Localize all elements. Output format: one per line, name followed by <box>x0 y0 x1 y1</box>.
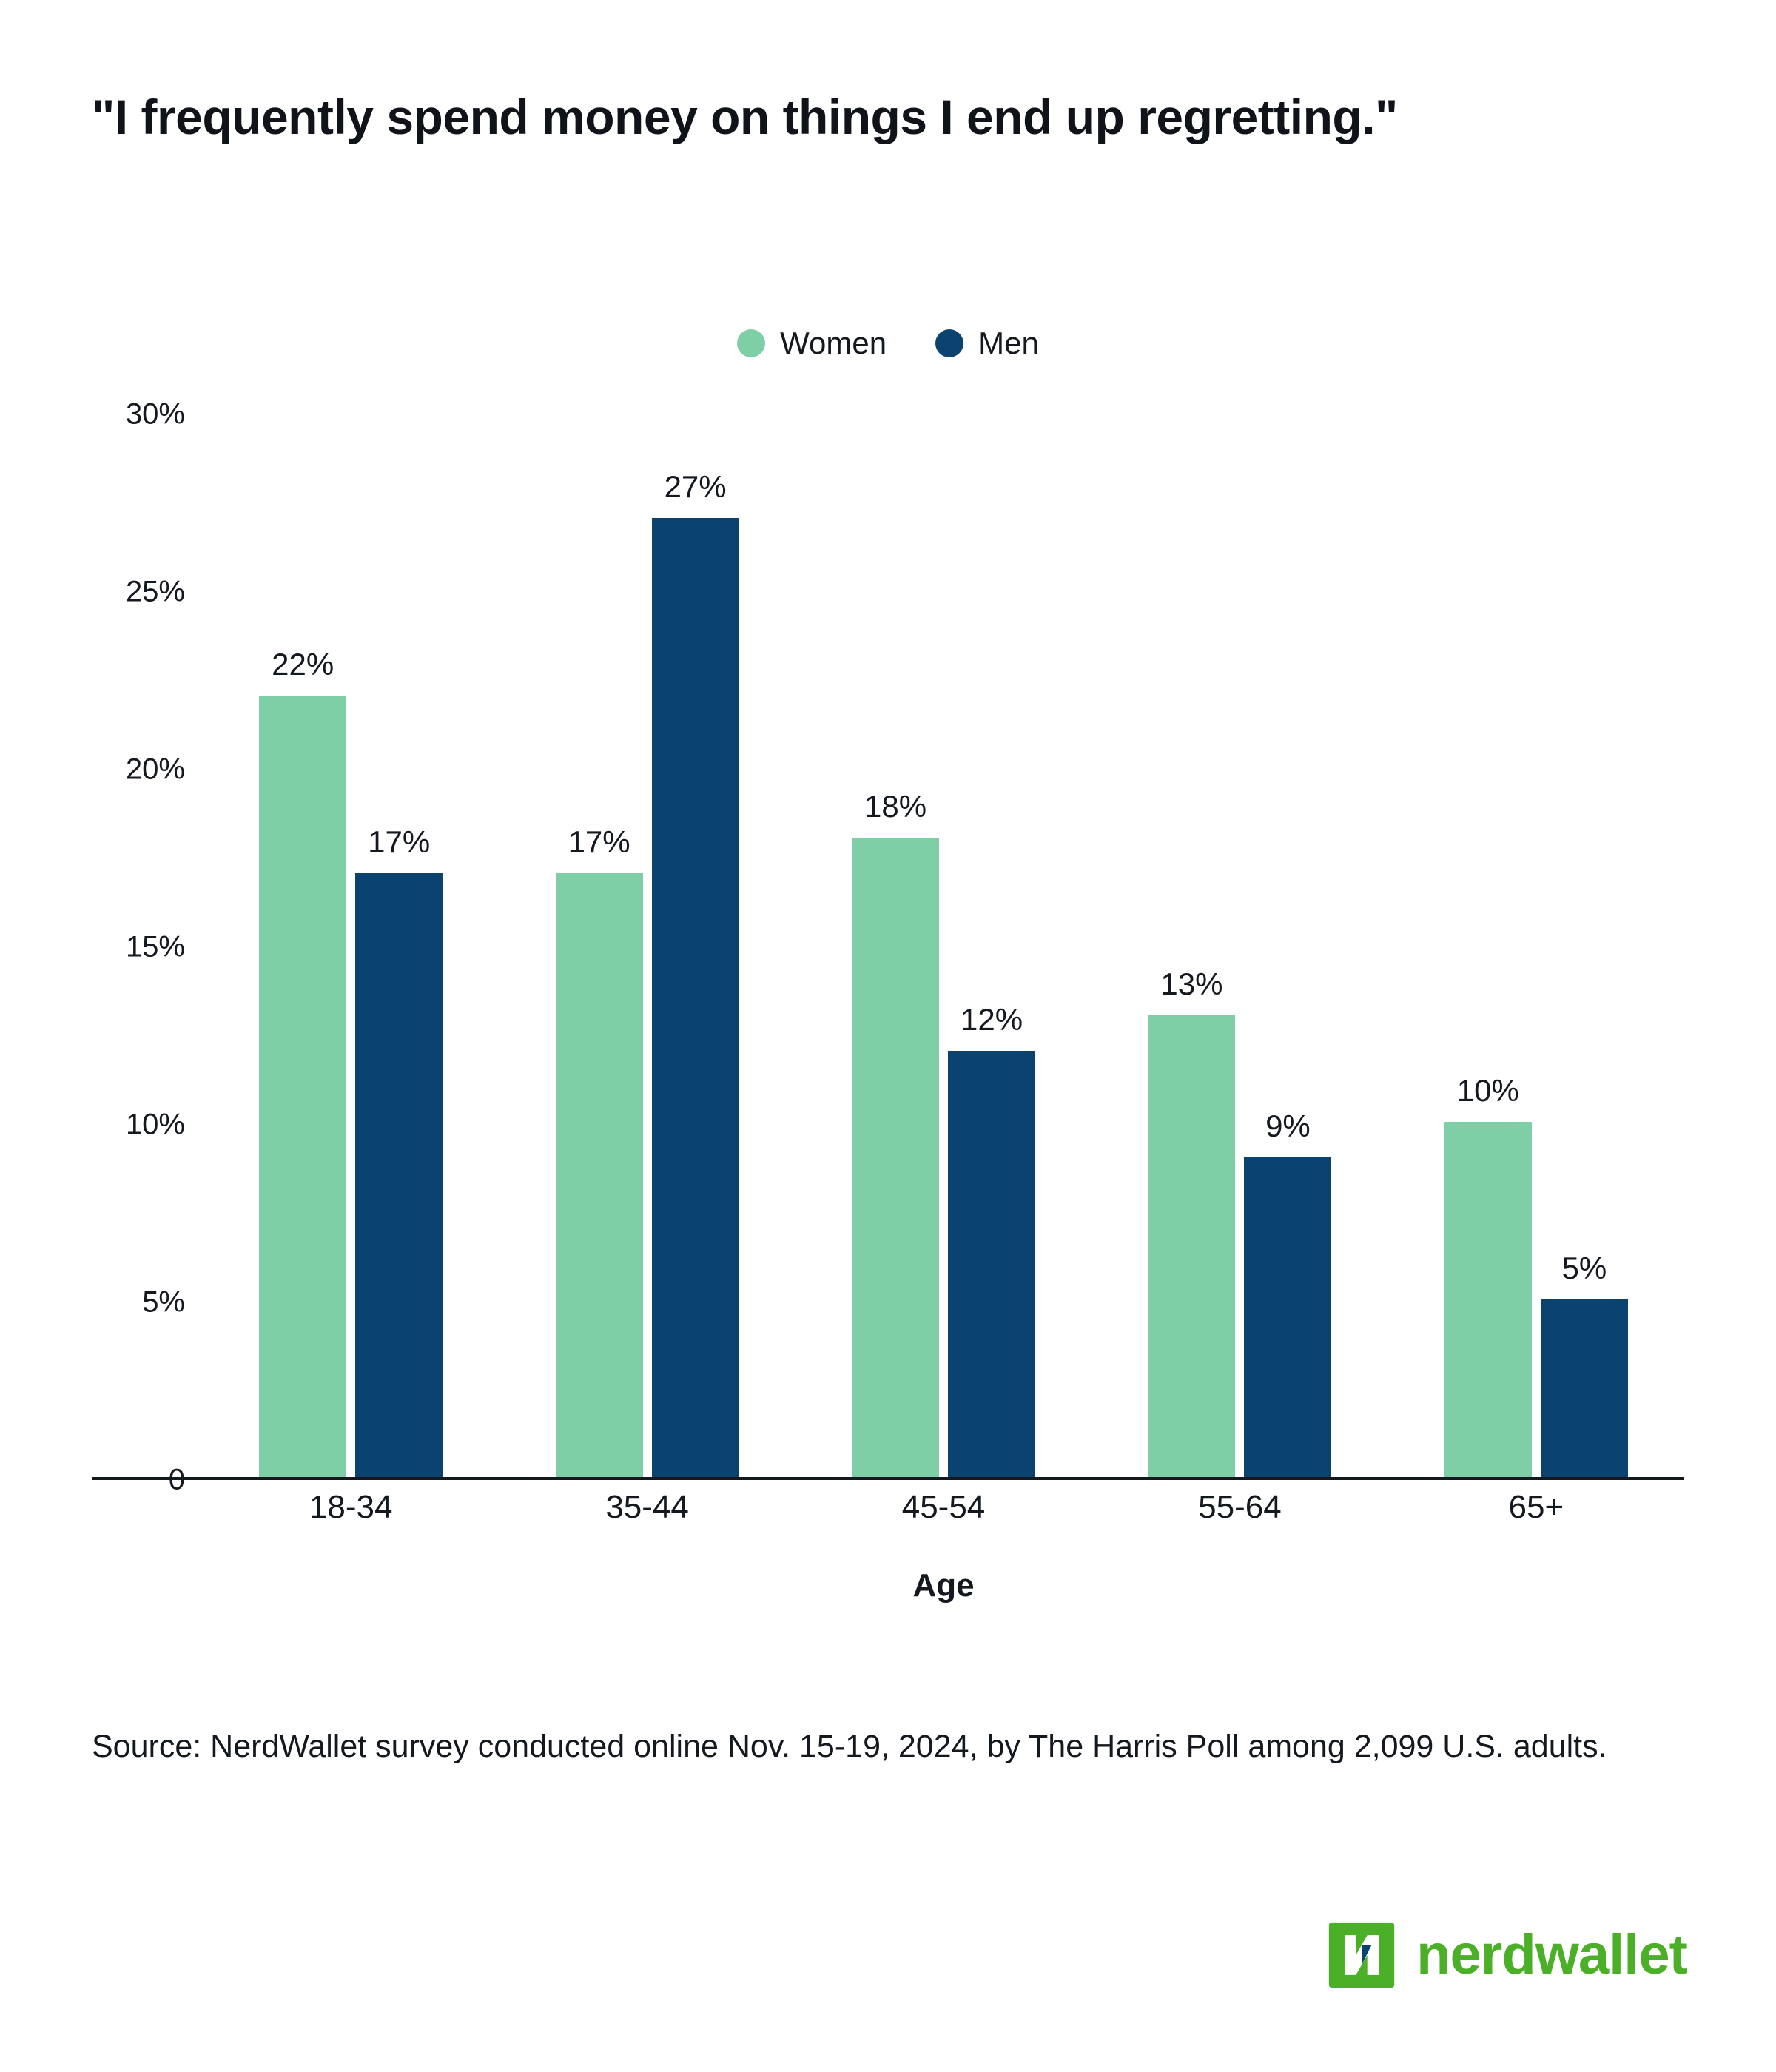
bar-men-55-64[interactable] <box>1244 414 1331 1477</box>
bar-rect <box>852 838 939 1477</box>
legend-item-men <box>935 326 1039 361</box>
y-axis-tick: 30% <box>125 397 185 431</box>
bar-women-65+[interactable] <box>1444 414 1532 1477</box>
bar-group <box>796 414 1092 1477</box>
legend-label-men: Men <box>978 326 1039 360</box>
bar-women-45-54[interactable] <box>852 414 939 1477</box>
y-axis-tick: 10% <box>125 1108 185 1141</box>
x-axis-tick: 55-64 <box>1198 1489 1282 1525</box>
bar-value-label: 27% <box>664 469 727 504</box>
bar-rect <box>1244 1157 1331 1477</box>
y-axis-tick <box>169 1464 185 1497</box>
bar-groups <box>203 414 1684 1477</box>
x-axis-tick: 35-44 <box>605 1489 689 1525</box>
chart-legend <box>0 326 1776 361</box>
y-axis-tick: 5% <box>142 1285 185 1319</box>
bar-value-label: 5% <box>1561 1251 1607 1285</box>
y-axis <box>92 397 203 1480</box>
bar-rect <box>652 518 739 1477</box>
bar-group <box>1092 414 1388 1477</box>
legend-swatch-men <box>935 329 963 357</box>
x-axis-line <box>92 1477 1684 1480</box>
bar-value-label: 13% <box>1160 966 1223 1001</box>
x-axis-tick: 65+ <box>1508 1489 1564 1525</box>
bar-men-65+[interactable] <box>1541 414 1628 1477</box>
bar-value-label: 22% <box>272 647 334 682</box>
bar-value-label: 17% <box>368 824 431 859</box>
logo-wordmark: nerdwallet <box>1416 1923 1687 1986</box>
bar-value-label: 17% <box>568 824 630 859</box>
y-axis-tick: 15% <box>125 930 185 963</box>
bar-rect <box>1148 1015 1235 1477</box>
bar-women-35-44[interactable] <box>556 414 643 1477</box>
bar-group <box>1388 414 1684 1477</box>
bar-rect <box>1444 1122 1532 1477</box>
bar-group <box>499 414 795 1477</box>
bar-value-label: 9% <box>1265 1109 1311 1143</box>
bar-value-label: 18% <box>864 789 927 824</box>
bar-value-label: 12% <box>960 1002 1023 1037</box>
bar-rect <box>948 1051 1035 1477</box>
bar-value-label: 10% <box>1456 1073 1519 1108</box>
legend-swatch-women <box>737 329 765 357</box>
x-axis-tick-labels <box>203 1489 1684 1526</box>
bar-women-55-64[interactable] <box>1148 414 1235 1477</box>
bar-rect <box>1541 1299 1628 1477</box>
brand-logo <box>1326 1920 1687 1991</box>
y-axis-tick: 20% <box>125 753 185 786</box>
bar-men-18-34[interactable] <box>355 414 443 1477</box>
bar-group <box>203 414 499 1477</box>
legend-item-women <box>737 326 887 361</box>
bar-rect <box>355 873 443 1477</box>
source-note: Source: NerdWallet survey conducted online Nov. 15-19, 2024, by The Harris Poll among 2,099 U.S. adults. <box>92 1729 1607 1764</box>
x-axis-title: Age <box>912 1567 975 1604</box>
legend-label-women: Women <box>780 326 887 360</box>
plot-area <box>92 397 1684 1480</box>
bar-men-35-44[interactable] <box>652 414 739 1477</box>
bar-rect <box>556 873 643 1477</box>
y-axis-tick: 25% <box>125 575 185 608</box>
nerdwallet-n-icon <box>1326 1920 1397 1991</box>
x-axis-tick: 45-54 <box>901 1489 986 1525</box>
bar-women-18-34[interactable] <box>259 414 346 1477</box>
x-axis-tick: 18-34 <box>309 1489 393 1525</box>
page-title: "I frequently spend money on things I end up regretting." <box>92 90 1398 144</box>
bar-rect <box>259 696 346 1477</box>
bar-men-45-54[interactable] <box>948 414 1035 1477</box>
